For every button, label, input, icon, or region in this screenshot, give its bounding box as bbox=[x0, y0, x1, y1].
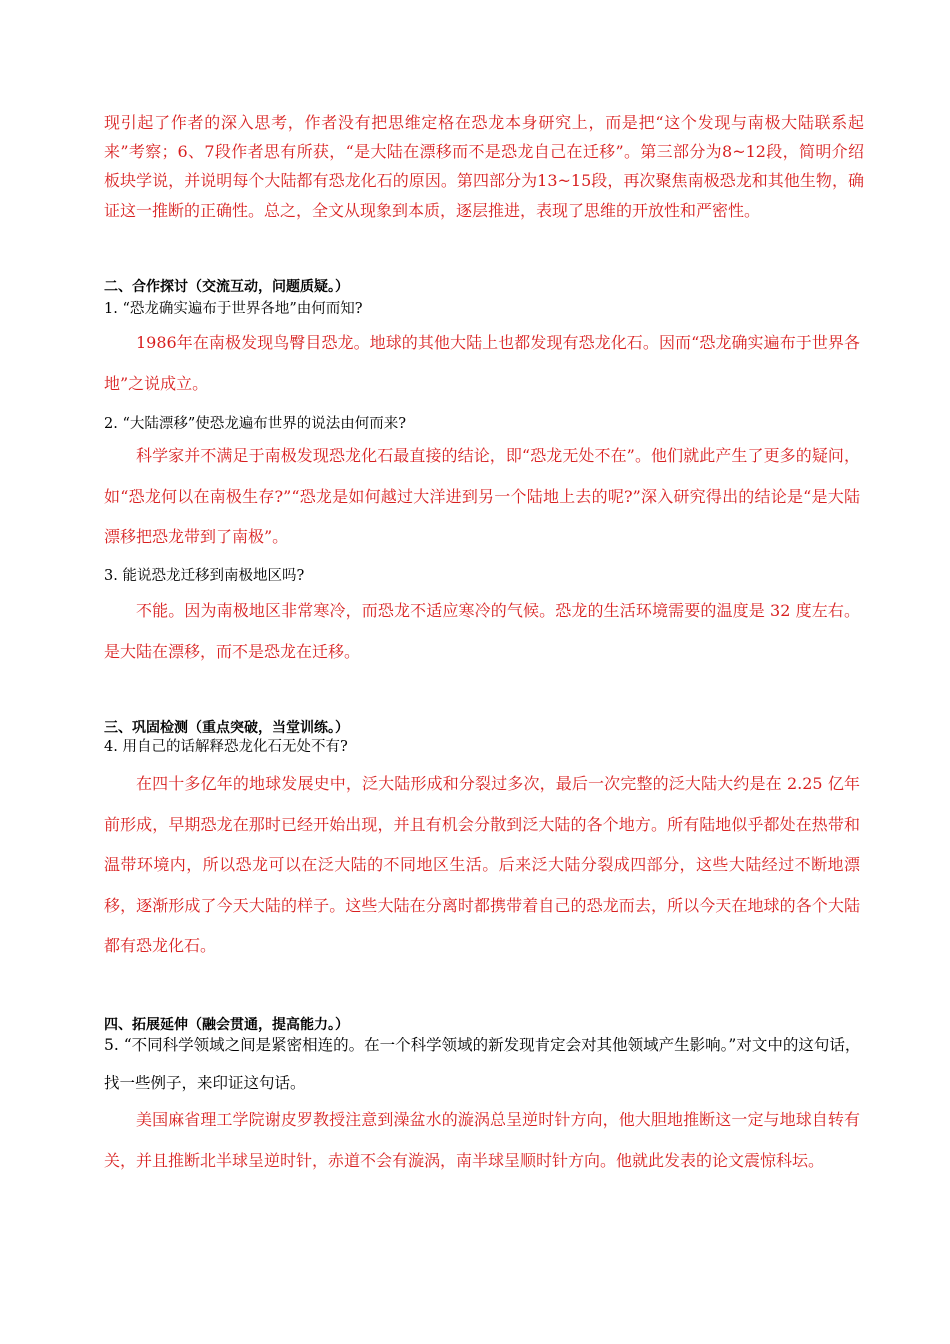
question-4: 4. 用自己的话解释恐龙化石无处不有? bbox=[104, 739, 348, 755]
answer-5: 美国麻省理工学院谢皮罗教授注意到澡盆水的漩涡总呈逆时针方向，他大胆地推断这一定与地球自转有关，并且推断北半球呈逆时针，赤道不会有漩涡，南半球呈顺时针方向。他就此发表的论文震惊科坛。 bbox=[104, 1110, 860, 1170]
question-2: 2. “大陆漂移”使恐龙遍布世界的说法由何而来? bbox=[104, 416, 407, 432]
question-5: 5. “不同科学领域之间是紧密相连的。在一个科学领域的新发现肯定会对其他领域产生影响。”对文中的这句话，找一些例子，来印证这句话。 bbox=[104, 1036, 861, 1092]
answer-1: 1986年在南极发现鸟臀目恐龙。地球的其他大陆上也都发现有恐龙化石。因而“恐龙确实遍布于世界各地”之说成立。 bbox=[104, 333, 860, 393]
section-3-heading: 三、巩固检测（重点突破，当堂训练。） bbox=[104, 720, 349, 736]
answer-3: 不能。因为南极地区非常寒冷，而恐龙不适应寒冷的气候。恐龙的生活环境需要的温度是 32 度左右。是大陆在漂移，而不是恐龙在迁移。 bbox=[104, 601, 860, 661]
question-1: 1. “恐龙确实遍布于世界各地”由何而知? bbox=[104, 301, 363, 317]
section-4-heading: 四、拓展延伸（融会贯通，提高能力。） bbox=[104, 1017, 349, 1033]
answer-4: 在四十多亿年的地球发展史中，泛大陆形成和分裂过多次，最后一次完整的泛大陆大约是在 2.25 亿年前形成，早期恐龙在那时已经开始出现，并且有机会分散到泛大陆的各个地方。所有陆地似乎都处在热带和温带环境内，所以恐龙可以在泛大陆的不同地区生活。后来泛大陆分裂成四部分，这些大陆经过不断地漂移，逐渐形成了今天大陆的样子。这些大陆在分离时都携带着自己的恐龙而去，所以今天在地球的各个大陆都有恐龙化石。 bbox=[104, 774, 860, 955]
answer-2: 科学家并不满足于南极发现恐龙化石最直接的结论，即“恐龙无处不在”。他们就此产生了更多的疑问，如“恐龙何以在南极生存?”“恐龙是如何越过大洋进到另一个陆地上去的呢?”深入研究得出的结论是“是大陆漂移把恐龙带到了南极”。 bbox=[104, 446, 860, 546]
intro-paragraph: 现引起了作者的深入思考，作者没有把思维定格在恐龙本身研究上，而是把“这个发现与南极大陆联系起来”考察；6、7段作者思有所获，“是大陆在漂移而不是恐龙自己在迁移”。第三部分为8~12段，简明介绍板块学说，并说明每个大陆都有恐龙化石的原因。第四部分为13~15段，再次聚焦南极恐龙和其他生物，确证这一推断的正确性。总之，全文从现象到本质，逐层推进，表现了思维的开放性和严密性。 bbox=[104, 113, 864, 220]
question-3: 3. 能说恐龙迁移到南极地区吗? bbox=[104, 568, 305, 584]
section-2-heading: 二、合作探讨（交流互动，问题质疑。） bbox=[104, 279, 349, 295]
